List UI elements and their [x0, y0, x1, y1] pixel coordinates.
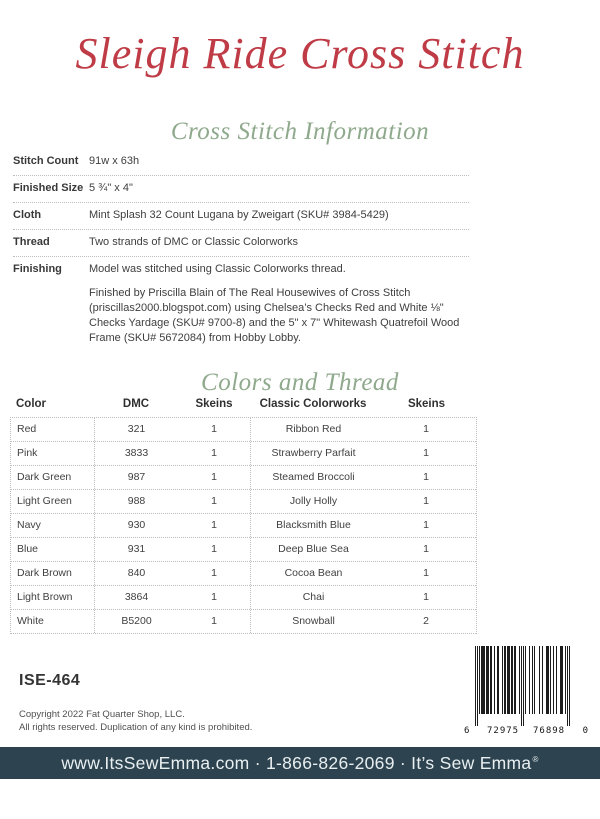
- table-cell: 1: [211, 447, 217, 459]
- table-cell: Dark Green: [17, 471, 72, 483]
- table-cell: Light Green: [17, 495, 72, 507]
- table-cell: 988: [94, 490, 178, 513]
- table-cell: Jolly Holly: [250, 490, 376, 513]
- table-cell: 1: [211, 495, 217, 507]
- table-cell: Steamed Broccoli: [250, 466, 376, 489]
- colors-table: [10, 398, 477, 634]
- footer-contact-bar: [0, 747, 600, 779]
- table-row: [11, 466, 476, 490]
- barcode-digit-left: 6: [464, 726, 471, 736]
- table-cell: Light Brown: [17, 591, 73, 603]
- table-cell: 3833: [94, 442, 178, 465]
- table-cell: Strawberry Parfait: [250, 442, 376, 465]
- info-row-finishing: [13, 257, 469, 352]
- table-cell: 987: [94, 466, 178, 489]
- finishing-paragraph-1: Model was stitched using Classic Colorworks thread.: [89, 263, 346, 275]
- barcode-bars: [475, 646, 570, 730]
- barcode-digit-right: 0: [582, 726, 589, 736]
- table-cell: 931: [94, 538, 178, 561]
- table-row: [11, 610, 476, 634]
- table-cell: White: [17, 615, 44, 627]
- table-cell: 3864: [94, 586, 178, 609]
- table-cell: 1: [211, 543, 217, 555]
- table-cell: Pink: [17, 447, 38, 459]
- table-cell: 1: [211, 591, 217, 603]
- table-cell: 1: [211, 567, 217, 579]
- table-cell: 930: [94, 514, 178, 537]
- table-cell: 1: [423, 543, 429, 555]
- info-row-cloth: [13, 203, 469, 230]
- table-cell: Blue: [17, 543, 39, 555]
- info-value: Two strands of DMC or Classic Colorworks: [89, 236, 299, 248]
- upc-barcode: [455, 641, 592, 745]
- info-label: Thread: [13, 236, 50, 248]
- info-value: [89, 262, 469, 346]
- table-row: [11, 514, 476, 538]
- column-header-classic-colorworks: Classic Colorworks: [259, 398, 367, 410]
- table-cell: Snowball: [250, 610, 376, 633]
- table-row: [11, 442, 476, 466]
- footer-contact-text: www.ItsSewEmma.com · 1-866-826-2069 · It’s Sew Emma: [61, 752, 532, 773]
- info-label: Cloth: [13, 209, 42, 221]
- table-cell: Blacksmith Blue: [250, 514, 376, 537]
- table-cell: 1: [211, 519, 217, 531]
- table-cell: Navy: [17, 519, 41, 531]
- column-header-color: Color: [16, 398, 47, 410]
- info-value: 91w x 63h: [89, 155, 140, 167]
- table-cell: 1: [423, 519, 429, 531]
- table-cell: 1: [423, 495, 429, 507]
- info-label: Finished Size: [13, 182, 84, 194]
- table-cell: 1: [423, 591, 429, 603]
- info-value: 5 ¾" x 4": [89, 182, 133, 194]
- table-cell: Deep Blue Sea: [250, 538, 376, 561]
- info-row-thread: [13, 230, 469, 257]
- table-row: [11, 562, 476, 586]
- table-cell: 1: [423, 423, 429, 435]
- table-cell: Ribbon Red: [250, 418, 376, 441]
- table-cell: Chai: [250, 586, 376, 609]
- table-cell: 840: [94, 562, 178, 585]
- info-row-stitch-count: [13, 149, 469, 176]
- table-cell: 1: [211, 615, 217, 627]
- table-row: [11, 538, 476, 562]
- table-cell: 1: [423, 447, 429, 459]
- column-header-skeins-colorworks: Skeins: [407, 398, 446, 410]
- info-row-finished-size: [13, 176, 469, 203]
- table-row: [11, 586, 476, 610]
- table-cell: 1: [423, 471, 429, 483]
- colors-table-body: [10, 417, 477, 634]
- table-cell: 2: [423, 615, 429, 627]
- colors-section-heading: Colors and Thread: [201, 369, 399, 396]
- column-header-dmc: DMC: [122, 398, 150, 410]
- info-section-heading: Cross Stitch Information: [170, 118, 430, 145]
- barcode-digits-group1: 72975: [487, 726, 520, 736]
- registered-trademark-symbol: ®: [532, 754, 539, 764]
- colors-table-header: [10, 398, 477, 417]
- column-header-skeins-dmc: Skeins: [195, 398, 233, 410]
- info-table: [13, 149, 469, 352]
- copyright-line-1: Copyright 2022 Fat Quarter Shop, LLC.: [19, 709, 185, 720]
- table-cell: Dark Brown: [17, 567, 72, 579]
- table-cell: 1: [211, 423, 217, 435]
- product-code: ISE-464: [19, 672, 81, 689]
- table-cell: 1: [211, 471, 217, 483]
- table-cell: B5200: [94, 610, 178, 633]
- table-cell: 1: [423, 567, 429, 579]
- table-cell: Red: [17, 423, 37, 435]
- info-label: Stitch Count: [13, 155, 79, 167]
- copyright-line-2: All rights reserved. Duplication of any kind is prohibited.: [19, 722, 253, 733]
- info-label: Finishing: [13, 263, 62, 275]
- table-cell: 321: [94, 418, 178, 441]
- finishing-paragraph-2: Finished by Priscilla Blain of The Real Housewives of Cross Stitch (priscillas2000.blogspot.com) using Chelsea’s Checks Red and White ⅛" Checks Yardage (SKU# 9700-8) and the 5" x 7" Whitewash Quatrefoil Wood Frame (SKU# 5672084) from Hobby Lobby.: [89, 287, 460, 344]
- barcode-digits-group2: 76898: [533, 726, 566, 736]
- page-title: Sleigh Ride Cross Stitch: [75, 29, 525, 78]
- copyright-text: [19, 708, 252, 734]
- info-value: Mint Splash 32 Count Lugana by Zweigart (SKU# 3984-5429): [89, 209, 389, 221]
- table-cell: Cocoa Bean: [250, 562, 376, 585]
- table-row: [11, 490, 476, 514]
- table-row: [11, 418, 476, 442]
